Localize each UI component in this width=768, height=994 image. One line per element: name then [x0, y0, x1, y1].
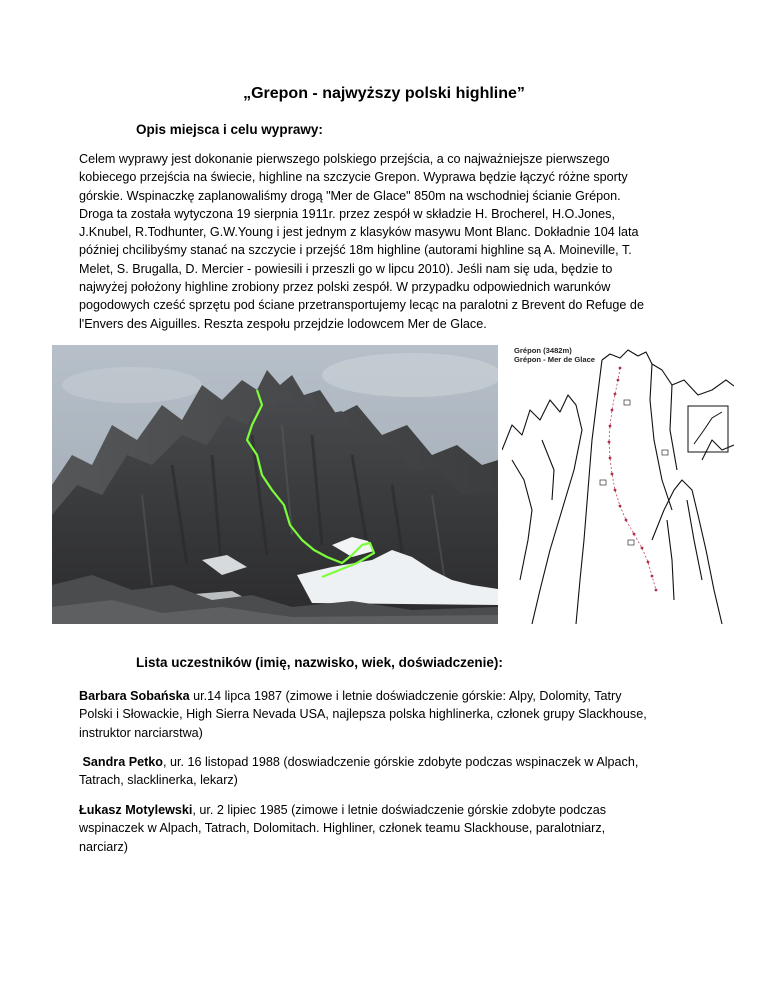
section-heading-description: Opis miejsca i celu wyprawy:: [136, 122, 323, 137]
document-title: „Grepon - najwyższy polski highline”: [243, 85, 525, 102]
participant-line: [79, 687, 701, 705]
participant-line: Polski i Słowackie, High Sierra Nevada USA, najlepsza polska highlinerka, członek grupy Slackhouse,: [79, 707, 647, 722]
participant-line: narciarz): [79, 839, 128, 854]
topo-sketch: [502, 340, 734, 624]
description-line: kobiecego przejścia na świecie, highline na szczycie Grepon. Wyprawa będzie łączyć różne sporty: [79, 170, 628, 185]
description-line: Melet, S. Brugalla, D. Mercier - powiesili i przeszli go w lipcu 2010). Jeśli nam się uda, będzie to: [79, 261, 613, 276]
participant-line: Tatrach, slacklinerka, lekarz): [79, 773, 238, 788]
topo-label-route: Grépon - Mer de Glace: [514, 355, 596, 364]
description-line: Celem wyprawy jest dokonanie pierwszego polskiego przejścia, a co najważniejsze pierwszego: [79, 152, 610, 166]
description-line: l'Envers des Aiguilles. Reszta zespołu przejdzie lodowcem Mer de Glace.: [79, 316, 487, 331]
section-heading-participants: Lista uczestników (imię, nazwisko, wiek, doświadczenie):: [136, 655, 503, 670]
participant-name: Sandra Petko: [82, 755, 163, 769]
description-line: Droga ta została wytyczona 19 sierpnia 1911r. przez zespół w składzie H. Brocherel, H.O.Jones,: [79, 206, 615, 221]
description-paragraph: [79, 150, 701, 333]
participant-detail: , ur. 16 listopad 1988 (doswiadczenie górskie zdobyte podczas wspinaczek w Alpach,: [163, 755, 639, 769]
mountain-photo: [52, 345, 498, 624]
description-line: J.Knubel, R.Todhunter, G.W.Young i jest jednym z klasyków masywu Mont Blanc. Dokładnie 104 lata: [79, 225, 639, 240]
participant-entry: [79, 753, 701, 790]
participant-entry: [79, 801, 701, 856]
participant-entry: [79, 687, 701, 742]
participant-detail: ur.14 lipca 1987 (zimowe i letnie doświadczenie górskie: Alpy, Dolomity, Tatry: [189, 689, 622, 703]
description-line: później chcilibyśmy stanać na szczycie i przejść 18m highline (autorami highline są A. Moineville, T.: [79, 243, 632, 258]
participant-name: Łukasz Motylewski: [79, 803, 193, 817]
topo-label-peak: Grépon (3482m): [514, 346, 572, 355]
description-line: pogodowych cześć sprzętu pod ściane przetransportujemy lecąc na paralotni z Brevent do Refuge de: [79, 298, 644, 313]
route-topo-drawing: [502, 340, 734, 624]
participant-line: instruktor narciarstwa): [79, 725, 203, 740]
participant-line: [79, 801, 701, 819]
description-line: najwyżej położony highline zrobiony przez polski zespół. W przypadku odpowiednich warunków: [79, 280, 611, 295]
description-line: górskie. Wspinaczkę zaplanowaliśmy drogą "Mer de Glace" 850m na wschodniej ścianie Grépon.: [79, 188, 621, 203]
participant-detail: , ur. 2 lipiec 1985 (zimowe i letnie doświadczenie górskie zdobyte podczas: [192, 803, 607, 817]
participant-name: Barbara Sobańska: [79, 689, 190, 703]
mountain-photo-illustration: [52, 345, 498, 624]
participant-line: wspinaczek w Alpach, Tatrach, Dolomitach. Highliner, członek teamu Slackhouse, paralotniarz,: [79, 821, 606, 836]
participant-line: [79, 753, 701, 771]
